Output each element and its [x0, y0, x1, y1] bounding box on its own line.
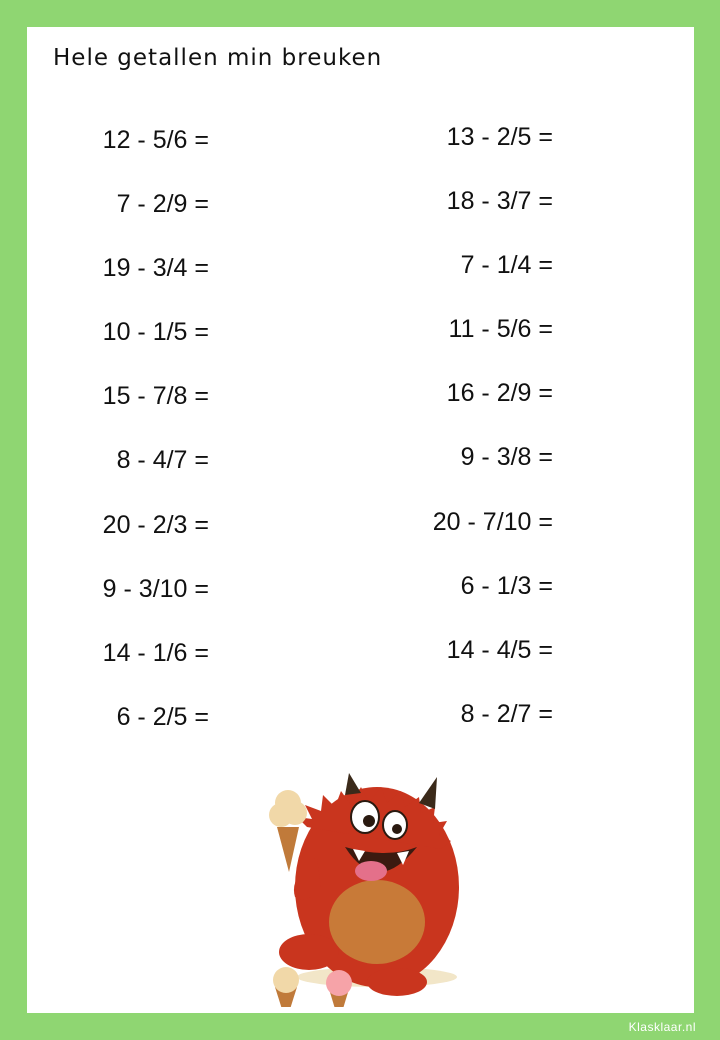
problem-item: 11 - 5/6 =: [448, 315, 553, 344]
problem-item: 7 - 1/4 =: [460, 251, 553, 280]
problem-item: 15 - 7/8 =: [102, 382, 209, 411]
problem-item: 9 - 3/8 =: [460, 443, 553, 472]
site-watermark: Klasklaar.nl: [628, 1020, 696, 1034]
problem-item: 7 - 2/9 =: [116, 190, 209, 219]
problem-item: 12 - 5/6 =: [102, 126, 209, 154]
monster-with-ice-cream-illustration: [237, 737, 477, 1007]
problem-item: 18 - 3/7 =: [446, 187, 553, 216]
problem-column-right: [323, 120, 553, 761]
worksheet-title: Hele getallen min breuken: [53, 45, 383, 71]
problem-column-left: [0, 123, 209, 764]
problem-item: 20 - 7/10 =: [432, 507, 553, 536]
problem-item: 9 - 3/10 =: [102, 574, 209, 603]
problem-item: 20 - 2/3 =: [102, 510, 209, 539]
problem-item: 6 - 1/3 =: [460, 571, 553, 600]
worksheet: [27, 27, 694, 1013]
problem-item: 14 - 4/5 =: [446, 635, 553, 664]
problem-item: 13 - 2/5 =: [446, 123, 553, 151]
problem-item: 6 - 2/5 =: [116, 702, 209, 731]
problem-item: 8 - 2/7 =: [460, 699, 553, 728]
problem-item: 14 - 1/6 =: [102, 638, 209, 667]
problem-item: 19 - 3/4 =: [102, 254, 209, 283]
problem-item: 16 - 2/9 =: [446, 379, 553, 408]
problem-item: 8 - 4/7 =: [116, 446, 209, 475]
problem-item: 10 - 1/5 =: [102, 318, 209, 347]
